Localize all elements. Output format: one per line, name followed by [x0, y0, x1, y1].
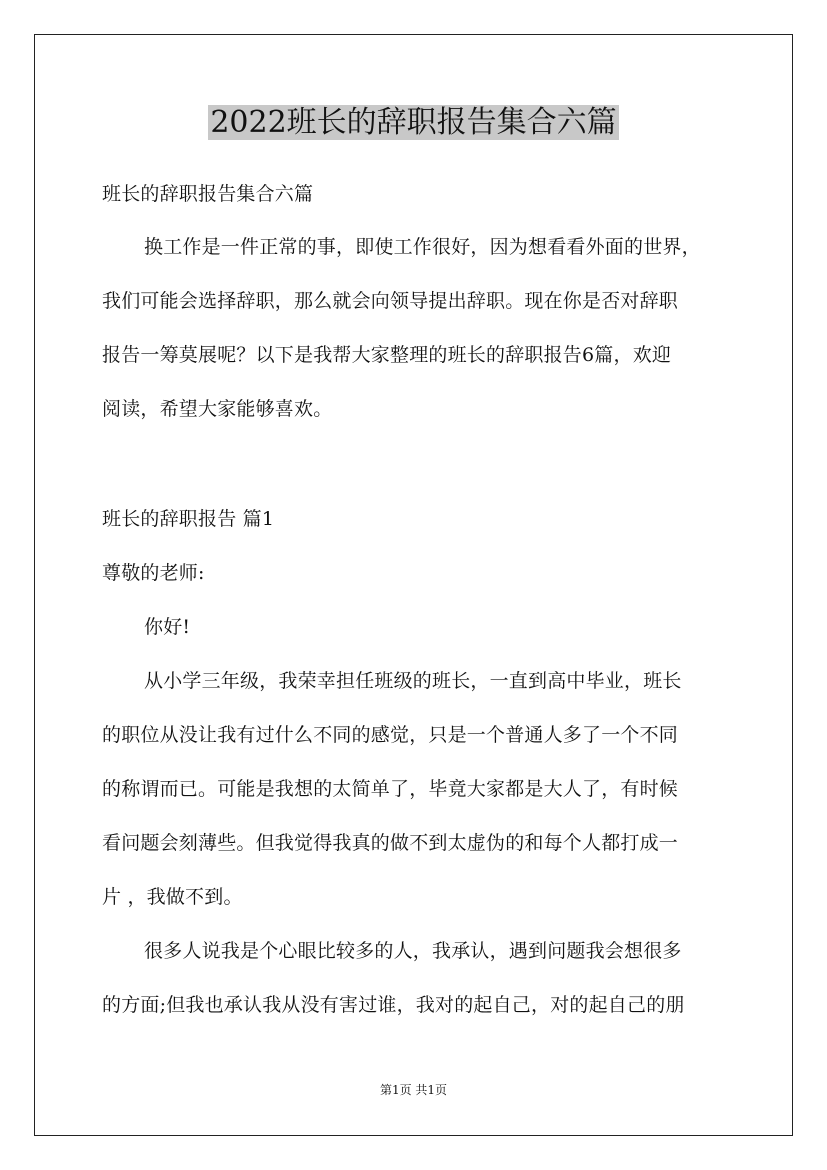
paragraph2-line-1: 很多人说我是个心眼比较多的人，我承认，遇到问题我会想很多 [144, 940, 682, 962]
intro-line-3: 报告一筹莫展呢？以下是我帮大家整理的班长的辞职报告6篇，欢迎 [102, 344, 672, 366]
section-heading: 班长的辞职报告 篇1 [102, 508, 275, 530]
paragraph1-line-3: 的称谓而已。可能是我想的太简单了，毕竟大家都是大人了，有时候 [102, 778, 679, 800]
salutation: 尊敬的老师: [102, 562, 205, 584]
paragraph1-line-1: 从小学三年级，我荣幸担任班级的班长，一直到高中毕业，班长 [144, 670, 682, 692]
document-subtitle: 班长的辞职报告集合六篇 [102, 183, 314, 205]
paragraph1-line-2: 的职位从没让我有过什么不同的感觉，只是一个普通人多了一个不同 [102, 724, 679, 746]
paragraph1-line-4: 看问题会刻薄些。但我觉得我真的做不到太虚伪的和每个人都打成一 [102, 832, 679, 854]
intro-line-4: 阅读，希望大家能够喜欢。 [102, 398, 333, 420]
greeting: 你好! [144, 616, 191, 638]
intro-line-1: 换工作是一件正常的事，即使工作很好，因为想看看外面的世界， [144, 236, 701, 258]
document-title: 2022班长的辞职报告集合六篇 [210, 105, 617, 140]
paragraph1-line-5: 片 ，我做不到。 [102, 886, 243, 908]
page-footer: 第1页 共1页 [379, 1083, 448, 1097]
paragraph2-line-2: 的方面;但我也承认我从没有害过谁，我对的起自己，对的起自己的朋 [102, 994, 685, 1016]
intro-line-2: 我们可能会选择辞职，那么就会向领导提出辞职。现在你是否对辞职 [102, 290, 679, 312]
